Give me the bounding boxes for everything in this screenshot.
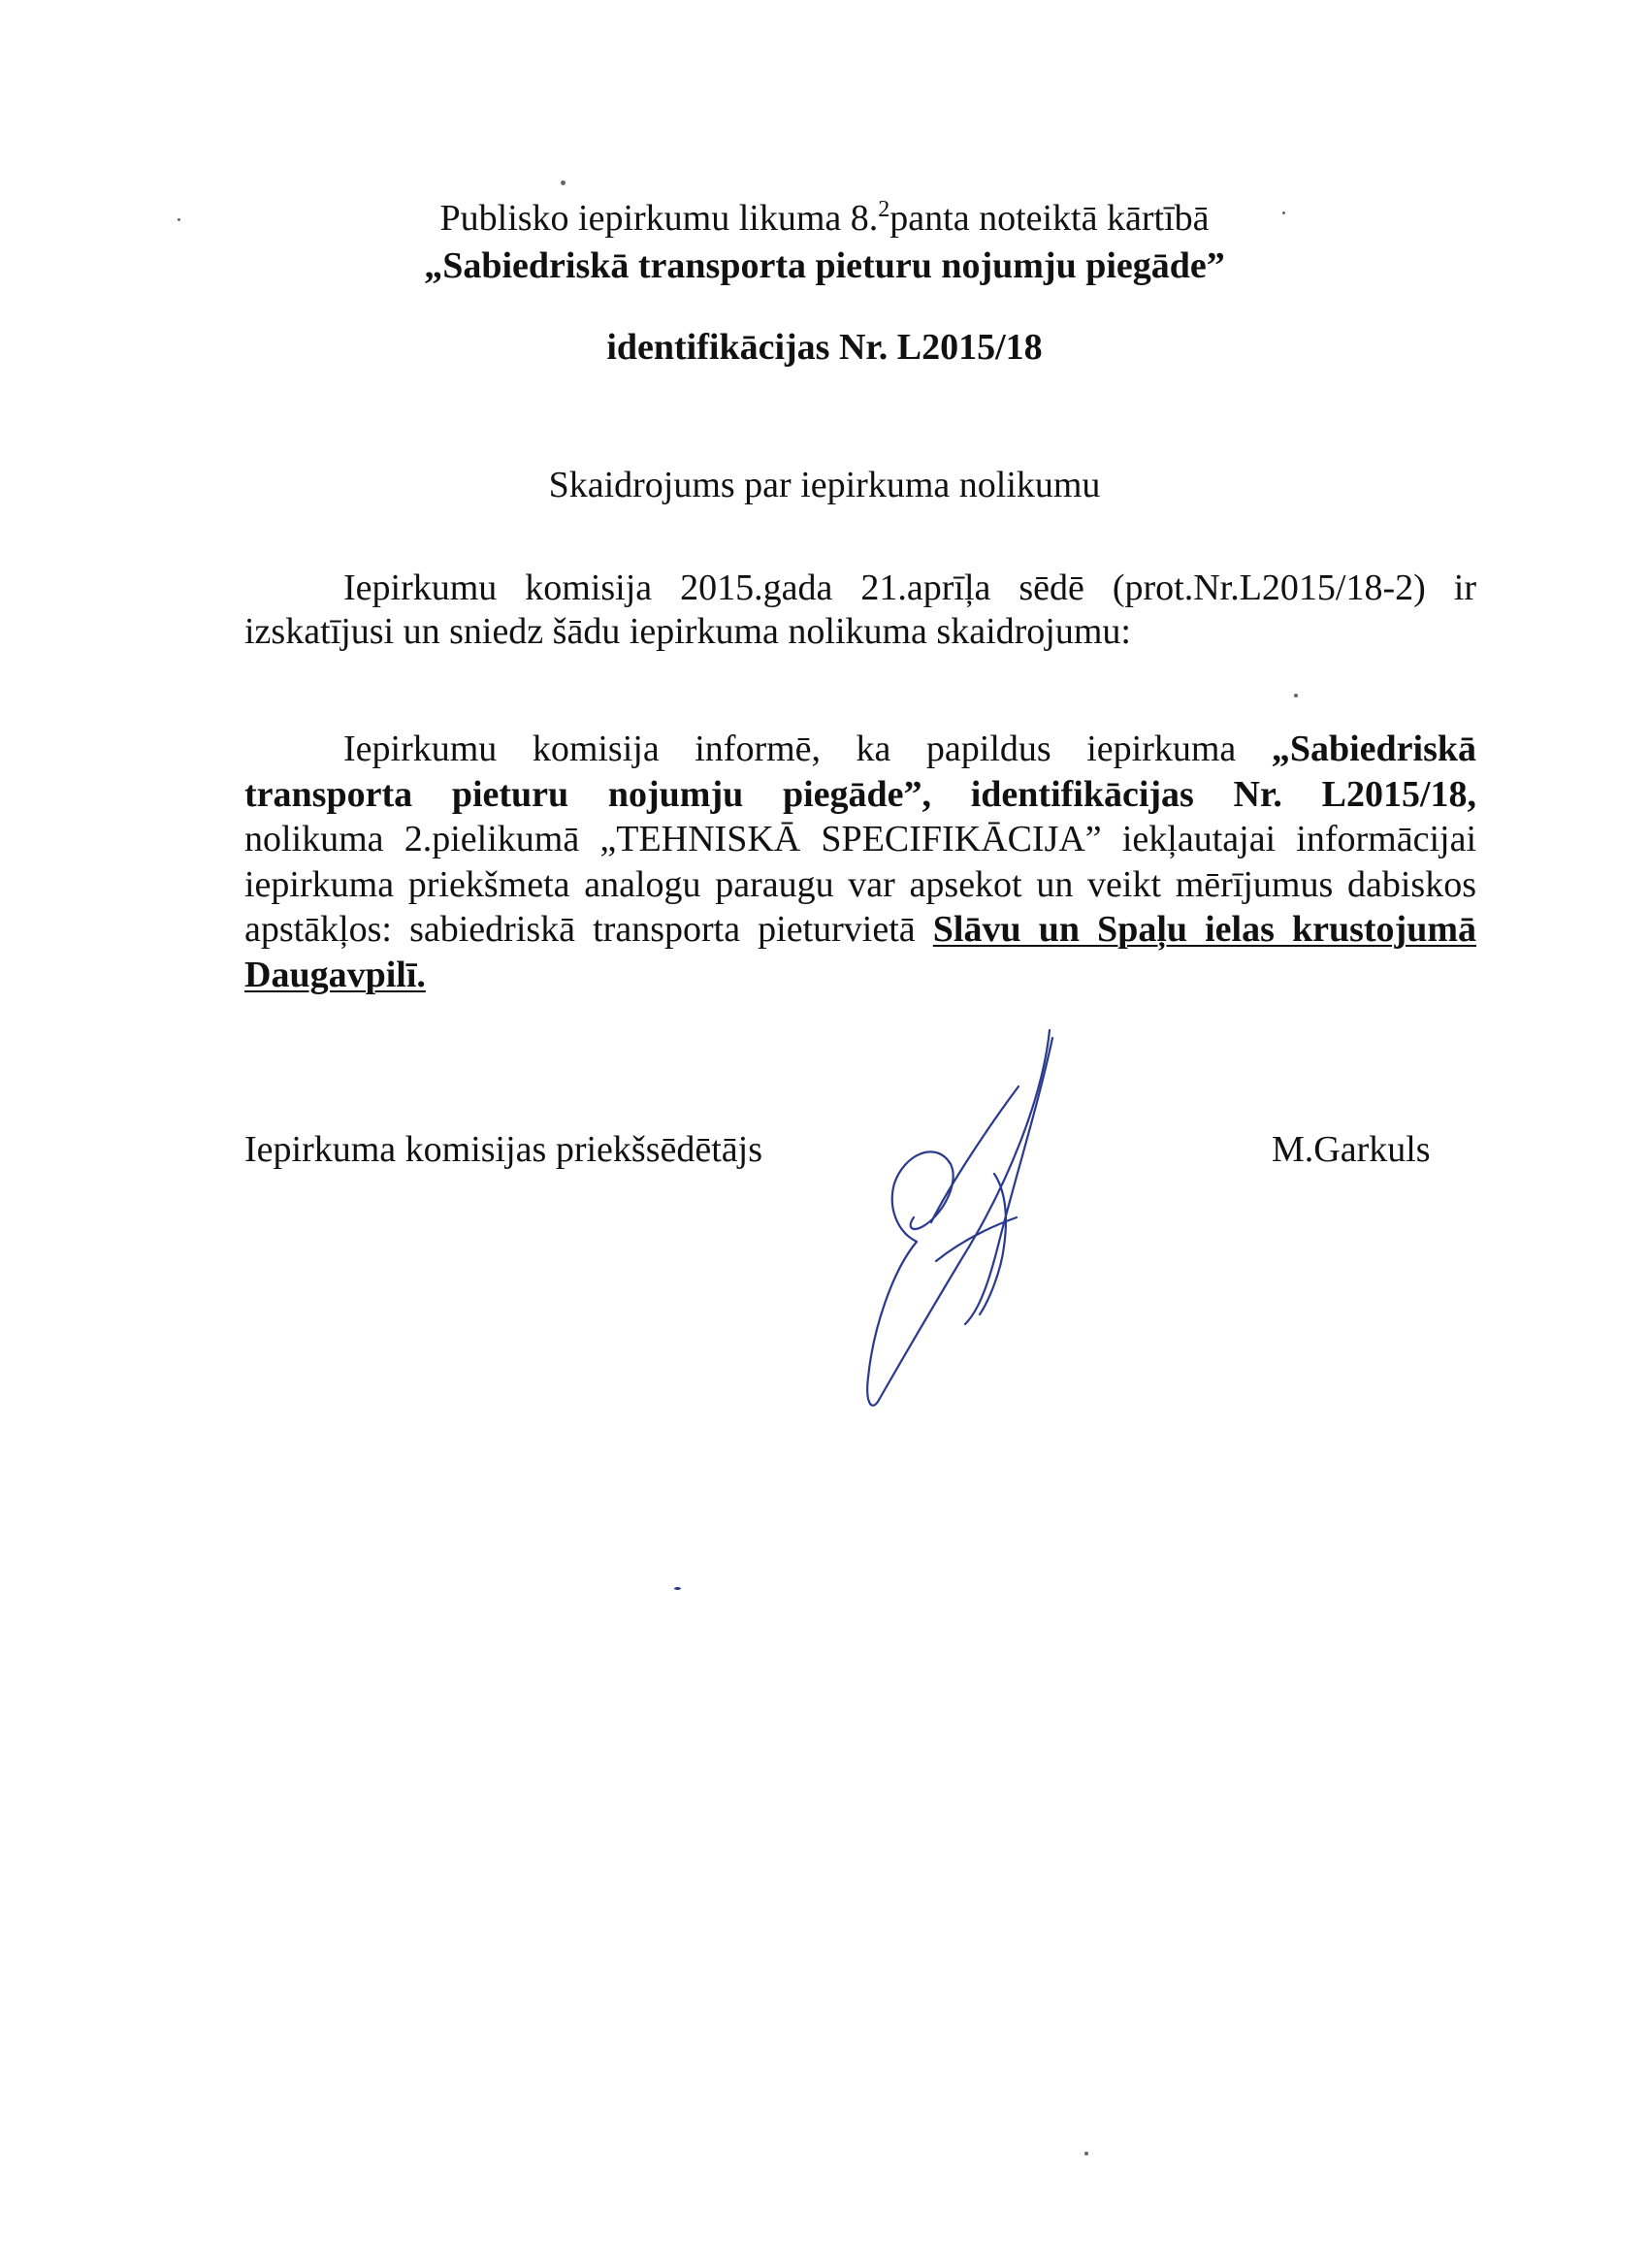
- paragraph-meeting: [244, 567, 1476, 654]
- handwritten-signature: [844, 1019, 1096, 1407]
- paragraph-line: [244, 727, 1476, 772]
- paragraph-line: nolikuma 2.pielikumā „TEHNISKĀ SPECIFIKĀCIJA” iekļautajai informācijai: [244, 819, 1476, 859]
- legal-basis-superscript: 2: [878, 197, 890, 222]
- procurement-title: „Sabiedriskā transporta pieturu nojumju piegāde”: [424, 245, 1225, 286]
- paragraph-text: Iepirkumu komisija informē, ka papildus iepirkuma: [343, 729, 1272, 769]
- signatory-name: M.Garkuls: [1272, 1129, 1431, 1170]
- paragraph-line: [244, 953, 1476, 998]
- paragraph-text: apstākļos: sabiedriskā transporta pieturvietā: [244, 909, 933, 950]
- legal-basis-text-end: panta noteiktā kārtībā: [889, 198, 1210, 239]
- scan-speck: [178, 218, 180, 221]
- document-title: Skaidrojums par iepirkuma nolikumu: [548, 465, 1101, 505]
- paragraph-line: [244, 907, 1476, 953]
- scan-speck: [674, 1587, 681, 1590]
- paragraph-line: iepirkuma priekšmeta analogu paraugu var apsekot un veikt mērījumus dabiskos: [244, 863, 1476, 905]
- legal-basis-line: [0, 196, 1649, 241]
- scan-speck: [1282, 211, 1285, 214]
- signatory-role: Iepirkuma komisijas priekšsēdētājs: [244, 1129, 762, 1170]
- procurement-name-bold: „Sabiedriskā: [1271, 729, 1476, 769]
- paragraph-clarification: [244, 727, 1476, 997]
- paragraph-line: Iepirkumu komisija 2015.gada 21.aprīļa sēdē (prot.Nr.L2015/18-2) ir: [343, 567, 1476, 608]
- paragraph-line: transporta pieturu nojumju piegāde”, identifikācijas Nr. L2015/18,: [244, 773, 1476, 815]
- legal-basis-text-start: Publisko iepirkumu likuma 8.: [439, 198, 879, 239]
- paragraph-line: izskatījusi un sniedz šādu iepirkuma nolikuma skaidrojumu:: [244, 611, 1131, 652]
- city-bold-underlined: Daugavpilī.: [244, 954, 426, 995]
- identification-number: identifikācijas Nr. L2015/18: [606, 327, 1043, 368]
- scan-speck: [1294, 694, 1298, 697]
- scan-speck: [1084, 2152, 1088, 2155]
- scan-speck: [561, 180, 566, 185]
- location-bold-underlined: Slāvu un Spaļu ielas krustojumā: [932, 909, 1477, 950]
